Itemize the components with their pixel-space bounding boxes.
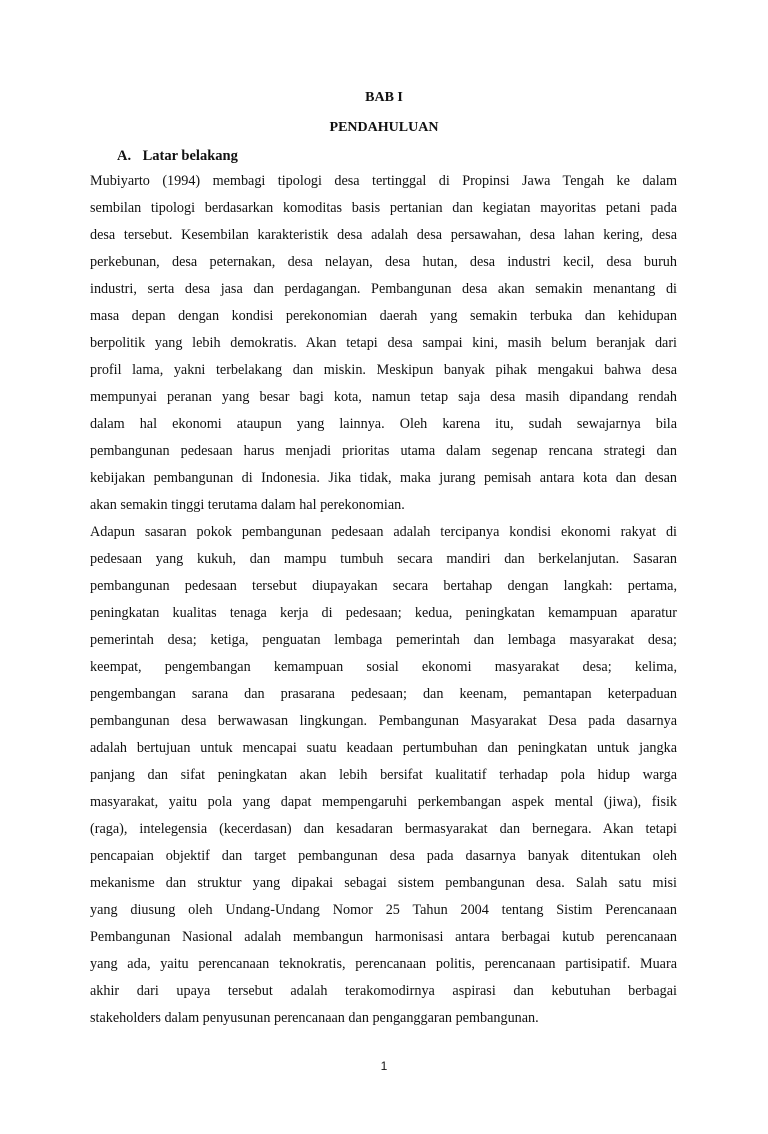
text-line: perkebunan, desa peternakan, desa nelayan, desa hutan, desa industri kecil, desa buruh <box>90 254 677 270</box>
section-title: Latar belakang <box>142 148 238 164</box>
text-line: peningkatan kualitas tenaga kerja di pedesaan; kedua, peningkatan kemampuan aparatur <box>90 605 677 621</box>
text-line: keempat, pengembangan kemampuan sosial ekonomi masyarakat desa; kelima, <box>90 659 677 675</box>
text-line: akhir dari upaya tersebut adalah terakomodirnya aspirasi dan kebutuhan berbagai <box>90 983 677 999</box>
text-line: pencapaian objektif dan target pembangunan desa pada dasarnya banyak ditentukan oleh <box>90 848 677 864</box>
text-line: Mubiyarto (1994) membagi tipologi desa tertinggal di Propinsi Jawa Tengah ke dalam <box>90 173 677 189</box>
text-line: pembangunan pedesaan harus menjadi prioritas utama dalam segenap rencana strategi dan <box>90 443 677 459</box>
chapter-title: PENDAHULUAN <box>329 120 439 135</box>
text-line: berpolitik yang lebih demokratis. Akan tetapi desa sampai kini, masih belum beranjak dari <box>90 335 677 351</box>
text-line: mekanisme dan struktur yang dipakai sebagai sistem pembangunan desa. Salah satu misi <box>90 875 677 891</box>
text-line: profil lama, yakni terbelakang dan miskin. Meskipun banyak pihak mengakui bahwa desa <box>90 362 677 378</box>
chapter-number: BAB I <box>365 90 403 105</box>
text-line: Adapun sasaran pokok pembangunan pedesaan adalah tercipanya kondisi ekonomi rakyat di <box>90 524 677 540</box>
text-line: kebijakan pembangunan di Indonesia. Jika tidak, maka jurang pemisah antara kota dan desan <box>90 470 677 486</box>
paragraph-2 <box>90 519 677 1032</box>
text-line: akan semakin tinggi terutama dalam hal perekonomian. <box>90 497 405 513</box>
text-line: pemerintah desa; ketiga, penguatan lembaga pemerintah dan lembaga masyarakat desa; <box>90 632 677 648</box>
text-line: pembangunan pedesaan tersebut diupayakan secara bertahap dengan langkah: pertama, <box>90 578 677 594</box>
text-line: industri, serta desa jasa dan perdagangan. Pembangunan desa akan semakin menantang di <box>90 281 677 297</box>
page-number: 1 <box>380 1059 388 1073</box>
text-line: pedesaan yang kukuh, dan mampu tumbuh secara mandiri dan berkelanjutan. Sasaran <box>90 551 677 567</box>
text-line: dalam hal ekonomi ataupun yang lainnya. Oleh karena itu, sudah sewajarnya bila <box>90 416 677 432</box>
text-line: masa depan dengan kondisi perekonomian daerah yang semakin terbuka dan kehidupan <box>90 308 677 324</box>
text-line: adalah bertujuan untuk mencapai suatu keadaan pertumbuhan dan peningkatan untuk jangka <box>90 740 677 756</box>
text-line: pembangunan desa berwawasan lingkungan. Pembangunan Masyarakat Desa pada dasarnya <box>90 713 677 729</box>
text-line: yang ada, yaitu perencanaan teknokratis, perencanaan politis, perencanaan partisipatif. Muara <box>90 956 677 972</box>
text-line: yang diusung oleh Undang-Undang Nomor 25 Tahun 2004 tentang Sistim Perencanaan <box>90 902 677 918</box>
body-text <box>90 168 677 1032</box>
text-line: masyarakat, yaitu pola yang dapat mempengaruhi perkembangan aspek mental (jiwa), fisik <box>90 794 677 810</box>
section-number: A. <box>117 148 132 164</box>
text-line: panjang dan sifat peningkatan akan lebih bersifat kualitatif terhadap pola hidup warga <box>90 767 677 783</box>
text-line: mempunyai peranan yang besar bagi kota, namun tetap saja desa masih dipandang rendah <box>90 389 677 405</box>
text-line: pengembangan sarana dan prasarana pedesaan; dan keenam, pemantapan keterpaduan <box>90 686 677 702</box>
section-heading <box>117 146 238 166</box>
text-line: Pembangunan Nasional adalah membangun harmonisasi antara berbagai kutub perencanaan <box>90 929 677 945</box>
text-line: desa tersebut. Kesembilan karakteristik desa adalah desa persawahan, desa lahan kering, desa <box>90 227 677 243</box>
text-line: stakeholders dalam penyusunan perencanaan dan penganggaran pembangunan. <box>90 1010 539 1026</box>
text-line: sembilan tipologi berdasarkan komoditas basis pertanian dan kegiatan mayoritas petani pada <box>90 200 677 216</box>
text-line: (raga), intelegensia (kecerdasan) dan kesadaran bermasyarakat dan bernegara. Akan tetapi <box>90 821 677 837</box>
paragraph-1 <box>90 168 677 519</box>
